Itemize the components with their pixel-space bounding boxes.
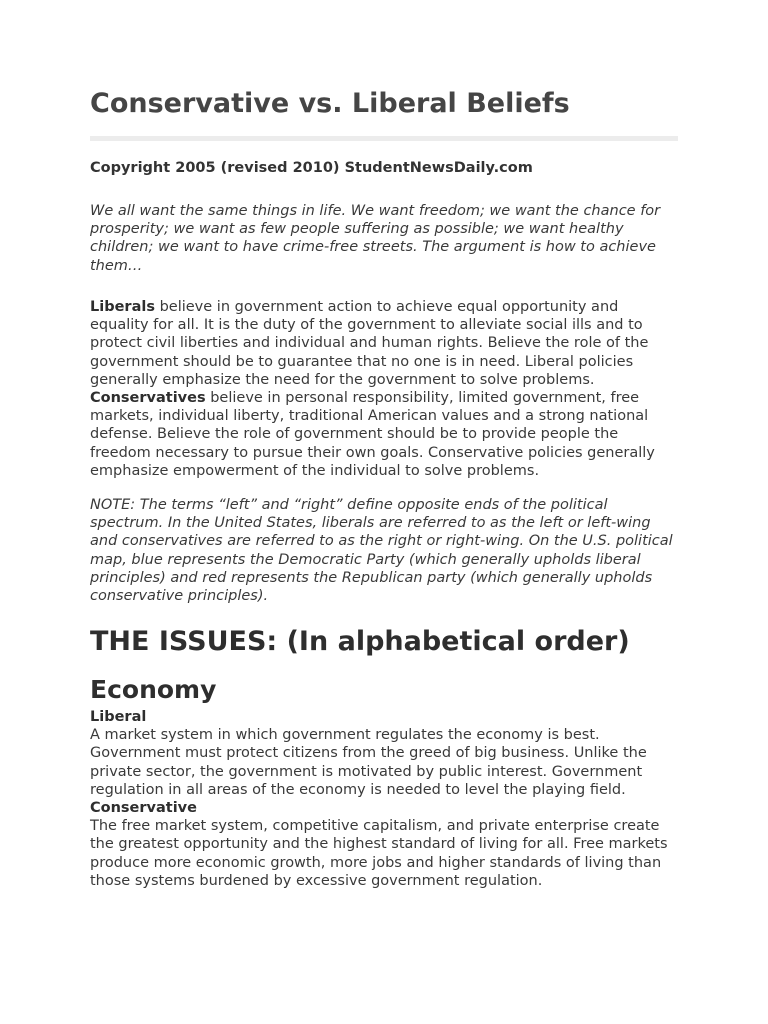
copyright-line: Copyright 2005 (revised 2010) StudentNewsDaily.com bbox=[90, 160, 533, 176]
conservatives-definition: believe in personal responsibility, limited government, free markets, individual liberty, traditional American values and a strong national defense. Believe the role of government should be to provide people the freedom necessary to pursue their own goals. Conservative policies generally emphasize empowerment of the individual to solve problems. bbox=[90, 390, 655, 479]
liberal-label: Liberal bbox=[90, 709, 147, 725]
liberals-term: Liberals bbox=[90, 299, 155, 315]
issues-heading: THE ISSUES: (In alphabetical order) bbox=[90, 626, 630, 657]
conservative-label: Conservative bbox=[90, 800, 197, 817]
section-heading-economy: Economy bbox=[90, 675, 217, 704]
intro-paragraph: We all want the same things in life. We want freedom; we want the chance for prosperity; we want as few people suffering as possible; we want healthy children; we want to have crime-free streets. The argument is how to achieve them… bbox=[90, 203, 661, 274]
conservatives-term: Conservatives bbox=[90, 390, 206, 407]
definitions-paragraph bbox=[90, 298, 680, 480]
title-divider bbox=[90, 136, 678, 141]
economy-section bbox=[90, 708, 680, 890]
note-paragraph: NOTE: The terms “left” and “right” define opposite ends of the political spectrum. In the United States, liberals are referred to as the left or left-wing and conservatives are referred to as the right or right-wing. On the U.S. political map, blue represents the Democratic Party (which generally upholds liberal principles) and red represents the Republican party (which generally upholds conservative principles). bbox=[90, 497, 673, 605]
conservative-paragraph: The free market system, competitive capitalism, and private enterprise create the greatest opportunity and the highest standard of living for all. Free markets produce more economic growth, more jobs and higher standards of living than those systems burdened by excessive government regulation. bbox=[90, 818, 668, 889]
page-title: Conservative vs. Liberal Beliefs bbox=[90, 88, 570, 119]
liberal-paragraph: A market system in which government regulates the economy is best. Government must protect citizens from the greed of big business. Unlike the private sector, the government is motivated by public interest. Government regulation in all areas of the economy is needed to level the playing field. bbox=[90, 727, 647, 798]
liberals-definition: believe in government action to achieve equal opportunity and equality for all. It is the duty of the government to alleviate social ills and to protect civil liberties and individual and human rights. Believe the role of the government should be to guarantee that no one is in need. Liberal policies generally emphasize the need for the government to solve problems. bbox=[90, 299, 649, 388]
